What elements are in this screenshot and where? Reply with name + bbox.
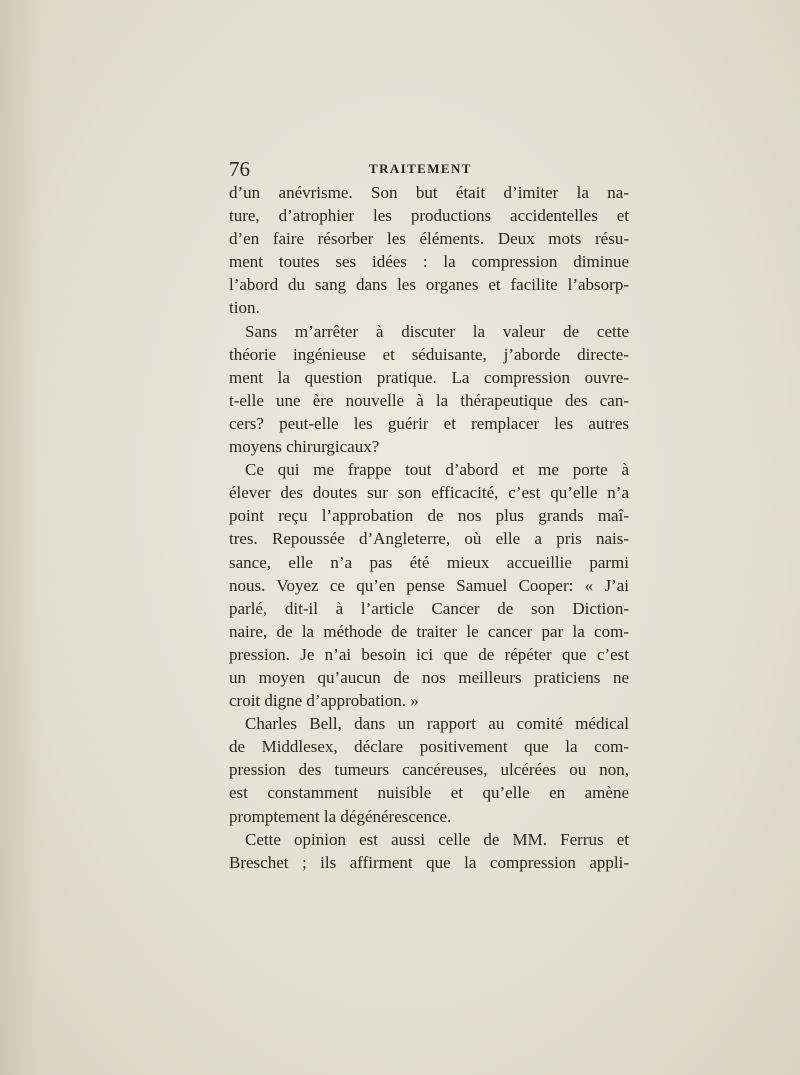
text-line: d’un anévrisme. Son but était d’imiter la na-: [229, 183, 629, 202]
text-line: Charles Bell, dans un rapport au comité médical: [245, 714, 629, 734]
text-line: pression des tumeurs cancéreuses, ulcérées ou non,: [229, 760, 629, 780]
text-line: pression. Je n’ai besoin ici que de répéter que c’est: [229, 644, 629, 664]
text-line: Cette opinion est aussi celle de MM. Ferrus et: [245, 829, 629, 849]
text-line: Sans m’arrêter à discuter la valeur de cette: [245, 321, 629, 341]
text-line: tion.: [229, 298, 260, 318]
running-head: TRAITEMENT: [369, 161, 472, 176]
text-line: nous. Voyez ce qu’en pense Samuel Cooper: « J’ai: [229, 575, 629, 595]
text-line: de Middlesex, déclare positivement que la com-: [229, 737, 629, 757]
text-line: t-elle une ère nouvelle à la thérapeutique des can-: [229, 390, 629, 410]
text-line: parlé, dit-il à l’article Cancer de son Diction-: [229, 598, 629, 618]
text-line: moyens chirurgicaux?: [229, 437, 380, 457]
body-text: [229, 181, 629, 874]
text-line: sance, elle n’a pas été mieux accueillie parmi: [229, 552, 629, 572]
text-line: Breschet ; ils affirment que la compression appli-: [229, 852, 629, 872]
text-line: croit digne d’approbation. »: [229, 691, 419, 711]
text-line: Ce qui me frappe tout d’abord et me porte à: [245, 460, 629, 480]
text-line: d’en faire résorber les éléments. Deux mots résu-: [229, 229, 629, 249]
text-line: théorie ingénieuse et séduisante, j’aborde directe-: [229, 344, 629, 364]
text-line: est constamment nuisible et qu’elle en amène: [229, 783, 629, 803]
page-header: [229, 157, 639, 181]
text-line: l’abord du sang dans les organes et facilite l’absorp-: [229, 275, 629, 295]
text-line: point reçu l’approbation de nos plus grands maî-: [229, 506, 629, 526]
text-line: naire, de la méthode de traiter le cancer par la com-: [229, 621, 629, 641]
text-line: cers? peut-elle les guérir et remplacer les autres: [229, 413, 629, 433]
page-number: 76: [229, 157, 250, 181]
text-line: ment la question pratique. La compression ouvre-: [229, 367, 629, 387]
text-line: promptement la dégénérescence.: [229, 806, 452, 826]
text-line: ture, d’atrophier les productions accidentelles et: [229, 206, 629, 226]
text-line: ment toutes ses idées : la compression diminue: [229, 252, 629, 272]
page-edge-shadow: [0, 0, 40, 1075]
text-line: élever des doutes sur son efficacité, c’est qu’elle n’a: [229, 483, 629, 503]
text-line: tres. Repoussée d’Angleterre, où elle a pris nais-: [229, 529, 629, 549]
text-line: un moyen qu’aucun de nos meilleurs praticiens ne: [229, 667, 629, 687]
